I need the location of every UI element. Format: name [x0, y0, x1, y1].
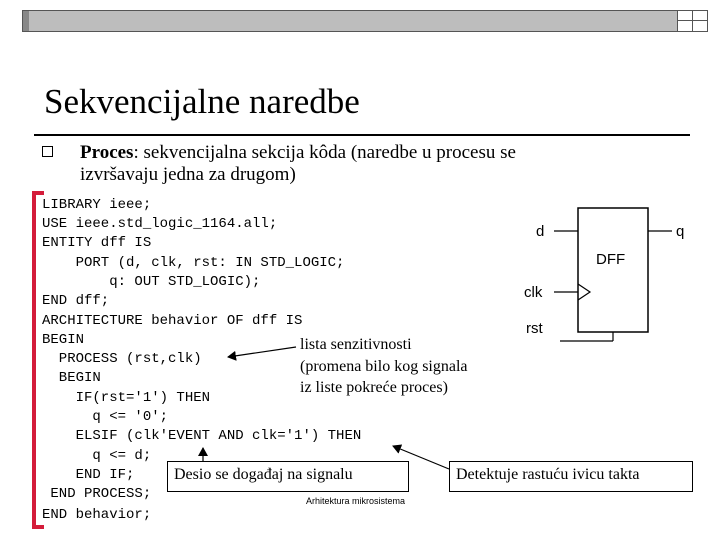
code-line: END behavior;	[42, 507, 152, 523]
code-line: IF(rst='1') THEN	[42, 390, 211, 406]
code-line: ARCHITECTURE behavior OF dff IS	[42, 313, 303, 329]
code-line: END PROCESS;	[42, 486, 152, 502]
code-line: PORT (d, clk, rst: IN STD_LOGIC;	[42, 255, 345, 271]
title-divider	[34, 134, 690, 136]
sensitivity-note-line1: lista senzitivnosti	[300, 336, 412, 353]
input-rst-label: rst	[526, 320, 543, 337]
bullet-line2: izvršavaju jedna za drugom)	[80, 164, 296, 185]
bullet-text	[80, 142, 680, 164]
code-line: ELSIF (clk'EVENT AND clk='1') THEN	[42, 428, 362, 444]
code-line: END IF;	[42, 467, 135, 483]
event-note: Desio se događaj na signalu	[174, 466, 353, 483]
input-d-label: d	[536, 223, 545, 240]
code-line: BEGIN	[42, 332, 85, 348]
code-line: USE ieee.std_logic_1164.all;	[42, 216, 278, 232]
code-line: ENTITY dff IS	[42, 235, 152, 251]
dff-diagram	[510, 195, 710, 345]
footer-text: Arhitektura mikrosistema	[306, 496, 406, 506]
code-line: END dff;	[42, 293, 110, 309]
sensitivity-note-line2: (promena bilo kog signala	[300, 358, 468, 375]
code-line: LIBRARY ieee;	[42, 197, 152, 213]
bullet-line1: : sekvencijalna sekcija kôda (naredbe u procesu se	[133, 142, 516, 163]
slide-title: Sekvencijalne naredbe	[44, 82, 360, 121]
code-line: q <= '0';	[42, 409, 169, 425]
code-line: BEGIN	[42, 370, 101, 386]
dff-label: DFF	[596, 251, 626, 268]
sensitivity-arrow-icon	[228, 347, 296, 357]
output-q-label: q	[676, 223, 685, 240]
bullet-marker-icon	[42, 146, 53, 157]
sensitivity-note-line3: iz liste pokreće proces)	[300, 379, 448, 396]
dff-block	[578, 208, 648, 332]
code-line: q: OUT STD_LOGIC);	[42, 274, 261, 290]
input-clk-label: clk	[524, 284, 543, 301]
bullet-term: Proces	[80, 142, 134, 163]
code-line: q <= d;	[42, 448, 152, 464]
edge-note: Detektuje rastuću ivicu takta	[456, 466, 640, 483]
code-line: PROCESS (rst,clk)	[42, 351, 202, 367]
top-decoration-bar	[22, 10, 708, 32]
